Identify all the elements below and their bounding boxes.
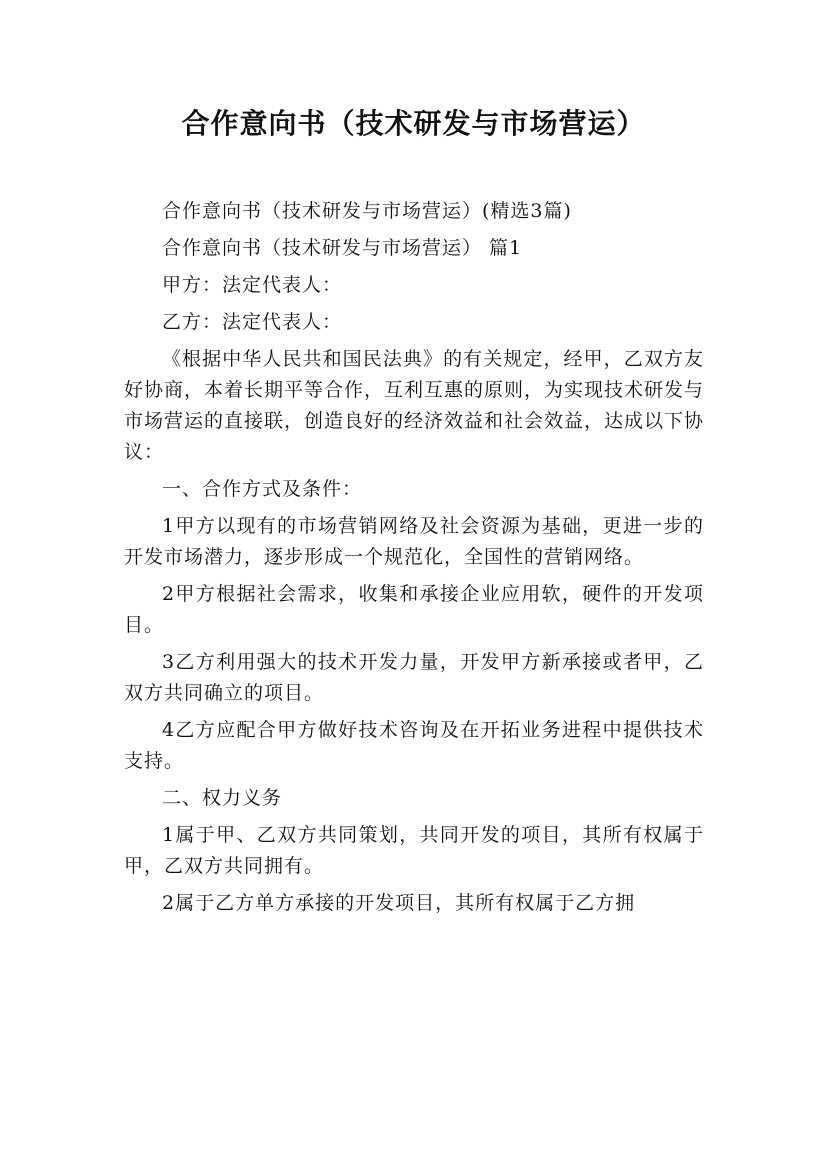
paragraph-item-2: 2甲方根据社会需求，收集和承接企业应用软，硬件的开发项目。 [124,583,704,636]
document-body [124,196,704,925]
document-title: 合作意向书（技术研发与市场营运） [181,107,646,140]
paragraph-item-3: 3乙方利用强大的技术开发力量，开发甲方新承接或者甲，乙双方共同确立的项目。 [124,651,704,704]
paragraph-item-1: 1甲方以现有的市场营销网络及社会资源为基础，更进一步的开发市场潜力，逐步形成一个规范化，全国性的营销网络。 [124,515,704,568]
paragraph-section-heading: 合作意向书（技术研发与市场营运） 篇1 [162,237,523,259]
paragraph-heading-rights: 二、权力义务 [162,787,283,809]
paragraph-item-4: 4乙方应配合甲方做好技术咨询及在开拓业务进程中提供技术支持。 [124,719,704,772]
paragraph-rights-2: 2属于乙方单方承接的开发项目，其所有权属于乙方拥 [162,892,636,914]
paragraph-party-a: 甲方：法定代表人： [162,274,343,296]
paragraph-heading-cooperation: 一、合作方式及条件： [162,478,363,500]
paragraph-party-b: 乙方：法定代表人： [162,311,343,333]
paragraph-preamble: 《根据中华人民共和国民法典》的有关规定，经甲，乙双方友好协商，本着长期平等合作，互利互惠的原则，为实现技术研发与市场营运的直接联，创造良好的经济效益和社会效益，达成以下协议： [124,348,705,463]
paragraph-rights-1: 1属于甲、乙双方共同策划，共同开发的项目，其所有权属于甲，乙双方共同拥有。 [124,824,704,877]
paragraph-subtitle: 合作意向书（技术研发与市场营运）(精选3篇) [162,200,572,222]
